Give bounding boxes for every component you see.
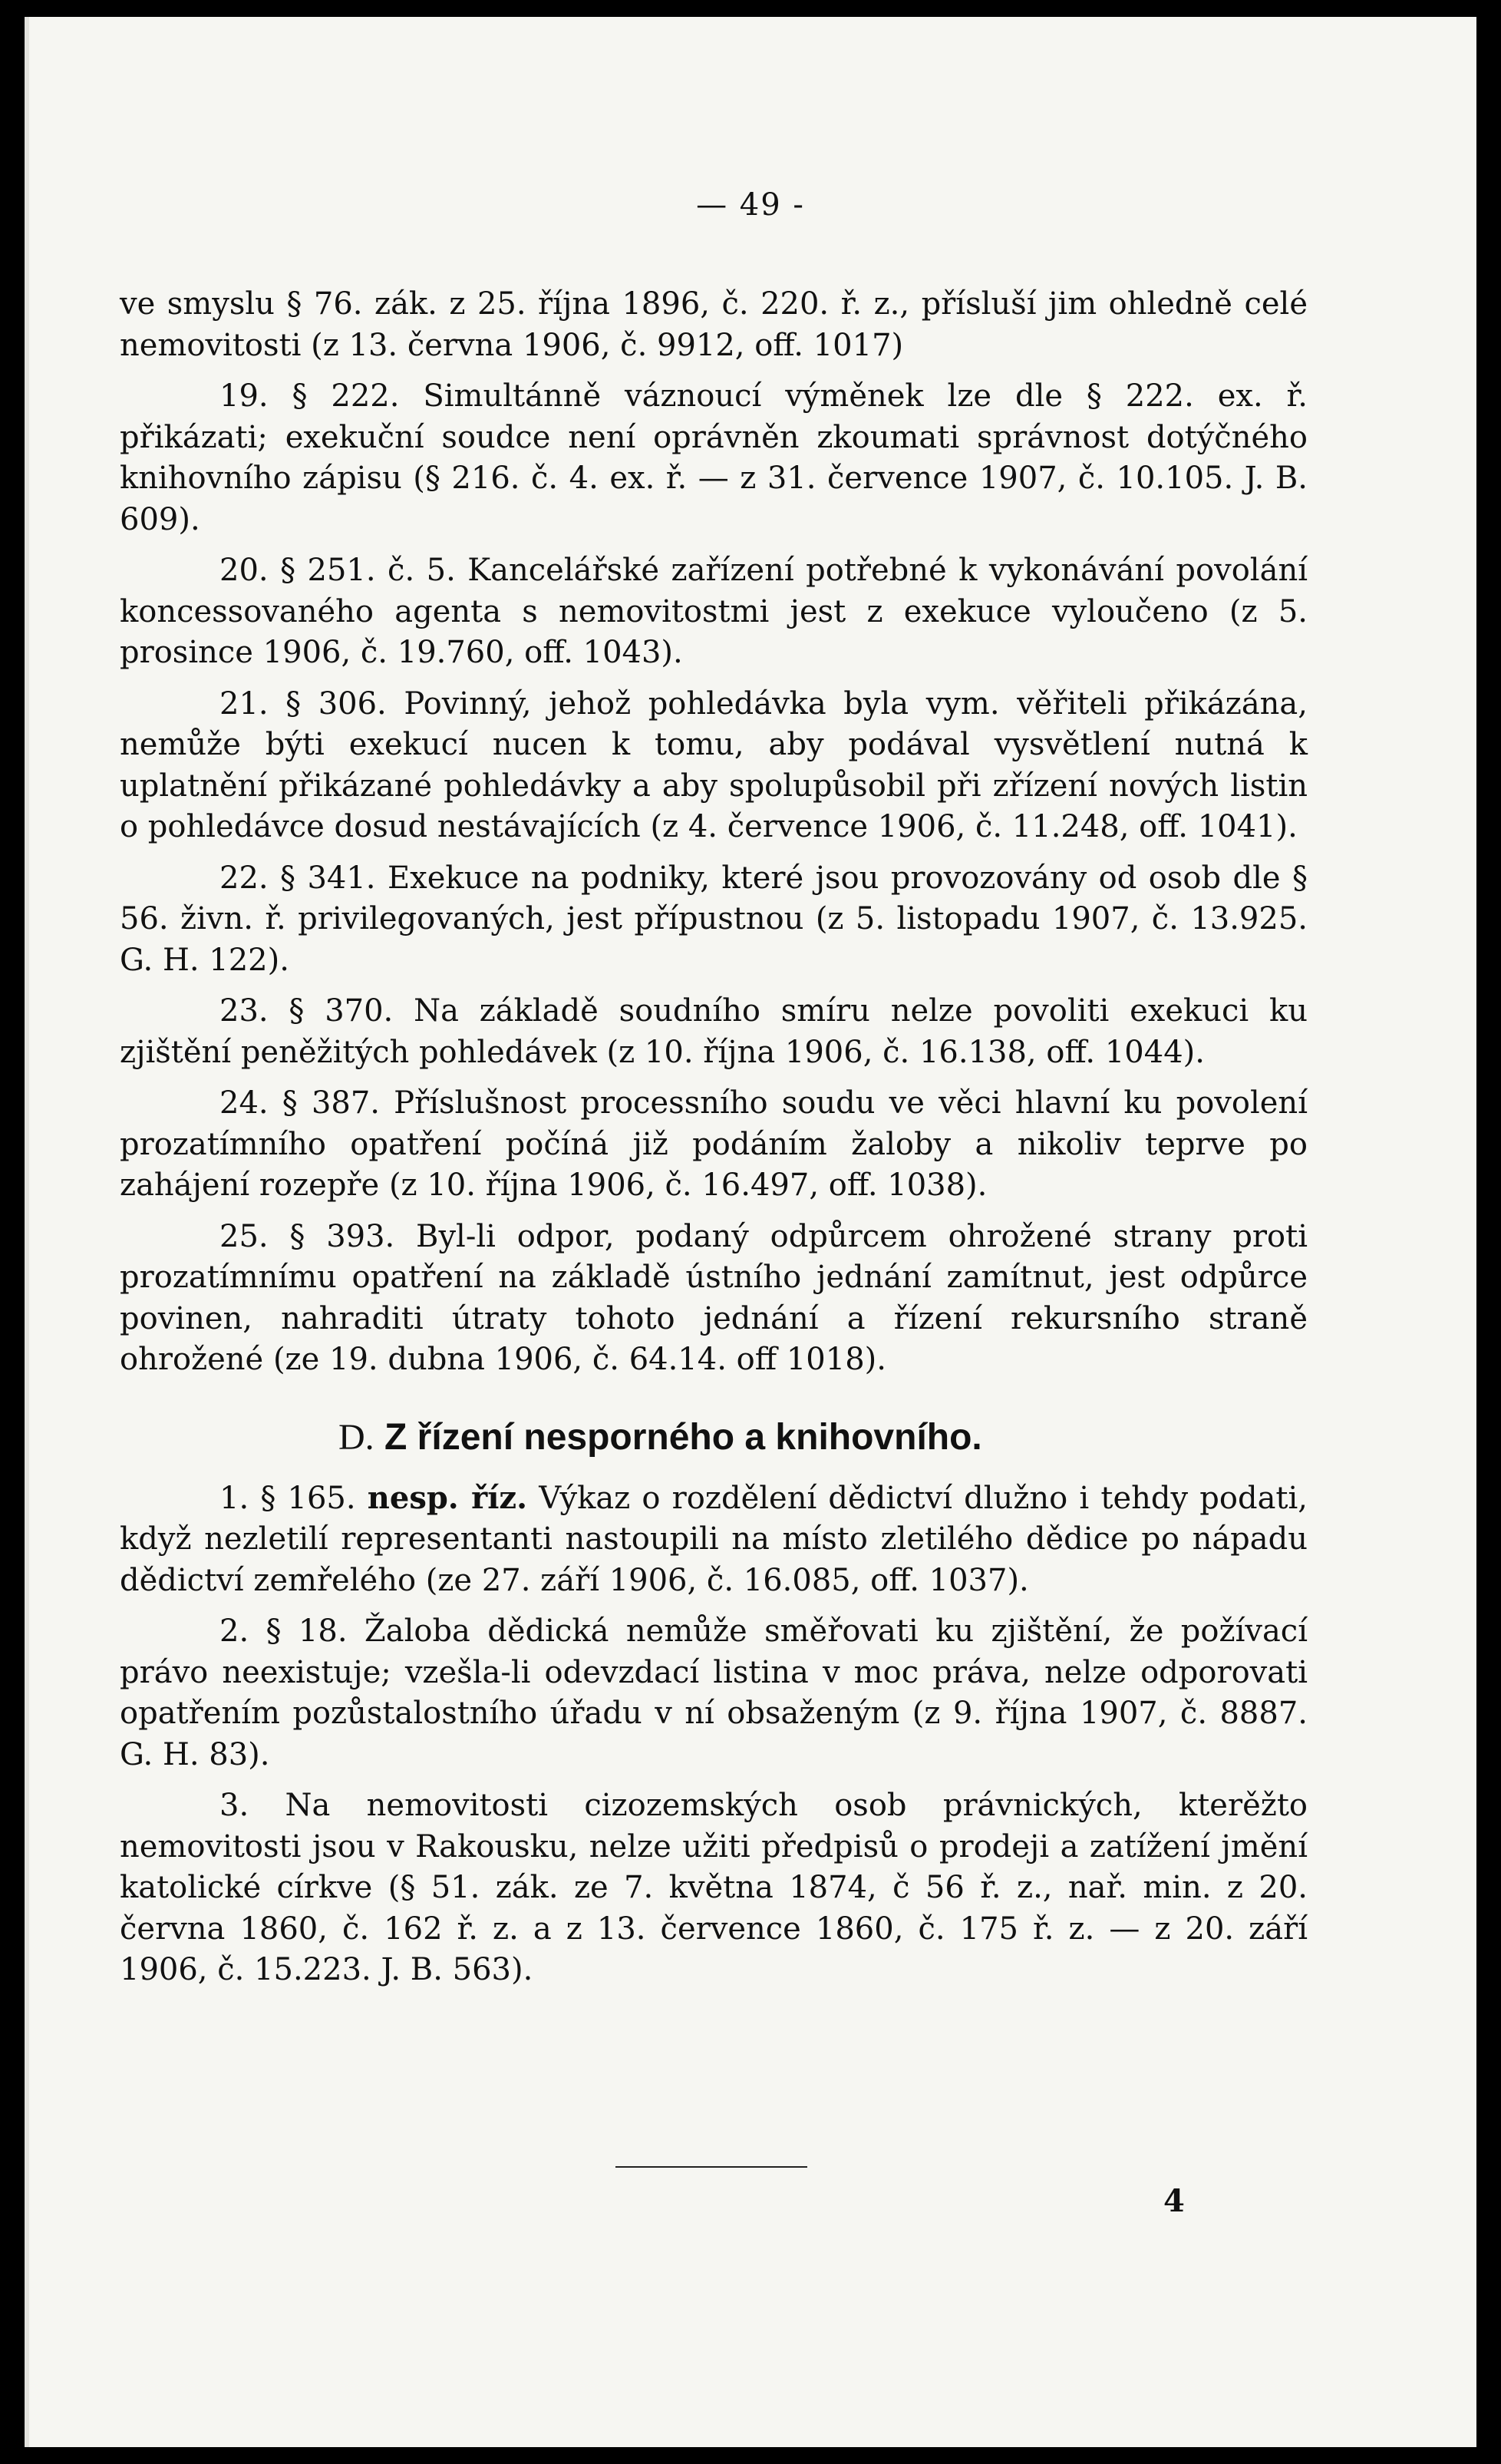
paragraph-d2: 2. § 18. Žaloba dědická nemůže směřovati ku zjištění, že požívací právo neexistuje; vzešla-li odevzdací listina v moc práva, nelze odporovati opatřením pozůstalostního úřadu v ní obsaženým (z 9. října 1907, č. 8887. G. H. 83). — [120, 1613, 1308, 1772]
paragraph-d1-bold: nesp. říz. — [367, 1479, 528, 1516]
paragraph-d3: 3. Na nemovitosti cizozemských osob právnických, kterěžto nemovitosti jsou v Rakousku, nelze užiti předpisů o prodeji a zatížení jmění katolické církve (§ 51. zák. ze 7. května 1874, č 56 ř. z., nař. min. z 20. června 1860, č. 162 ř. z. a z 13. července 1860, č. 175 ř. z. — z 20. září 1906, č. 15.223. J. B. 563). — [120, 1788, 1308, 1987]
section-letter: D. — [338, 1416, 374, 1458]
page-body — [120, 284, 1308, 2001]
section-title: Z řízení nesporného a knihovního. — [384, 1416, 982, 1458]
signature-mark: 4 — [1163, 2183, 1185, 2219]
paragraph-24: 24. § 387. Příslušnost processního soudu ve věci hlavní ku povolení prozatímního opatření počíná již podáním žaloby a nikoliv teprve po zahájení rozepře (z 10. října 1906, č. 16.497, off. 1038). — [120, 1085, 1308, 1203]
paragraph-d1-rest: Výkaz o rozdělení dědictví dlužno i tehdy podati, když nezletilí representanti nastoupili na místo zletilého dědice po nápadu dědictví zemřelého (ze 27. září 1906, č. 16.085, off. 1037). — [120, 1480, 1308, 1598]
paragraph-20: 20. § 251. č. 5. Kancelářské zařízení potřebné k vykonávání povolání koncessovaného agenta s nemovitostmi jest z exekuce vyloučeno (z 5. prosince 1906, č. 19.760, off. 1043). — [120, 553, 1308, 670]
paragraph-d1 — [120, 1478, 1308, 1602]
document-page — [25, 17, 1476, 2447]
page-edge — [25, 17, 29, 2447]
section-heading-d — [120, 1415, 1308, 1461]
paragraph-continuation: ve smyslu § 76. zák. z 25. října 1896, č. 220. ř. z., přísluší jim ohledně celé nemovitosti (z 13. června 1906, č. 9912, off. 1017) — [120, 286, 1308, 363]
paragraph-22: 22. § 341. Exekuce na podniky, které jsou provozovány od osob dle § 56. živn. ř. privilegovaných, jest přípustnou (z 5. listopadu 1907, č. 13.925. G. H. 122). — [120, 860, 1308, 978]
paragraph-19: 19. § 222. Simultánně váznoucí výměnek lze dle § 222. ex. ř. přikázati; exekuční soudce není oprávněn zkoumati správnost dotýčného knihovního zápisu (§ 216. č. 4. ex. ř. — z 31. července 1907, č. 10.105. J. B. 609). — [120, 378, 1308, 537]
paragraph-d1-start: 1. § 165. — [219, 1480, 368, 1516]
footer-rule — [615, 2166, 807, 2168]
paragraph-23: 23. § 370. Na základě soudního smíru nelze povoliti exekuci ku zjištění peněžitých pohledávek (z 10. října 1906, č. 16.138, off. 1044). — [120, 993, 1308, 1070]
paragraph-21: 21. § 306. Povinný, jehož pohledávka byla vym. věřiteli přikázána, nemůže býti exekucí nucen k tomu, aby podával vysvětlení nutná k uplatnění přikázané pohledávky a aby spolupůsobil při zřízení nových listin o pohledávce dosud nestávajících (z 4. července 1906, č. 11.248, off. 1041). — [120, 685, 1308, 844]
paragraph-25: 25. § 393. Byl-li odpor, podaný odpůrcem ohrožené strany proti prozatímnímu opatření na základě ústního jednání zamítnut, jest odpůrce povinen, nahraditi útraty tohoto jednání a řízení rekursního straně ohrožené (ze 19. dubna 1906, č. 64.14. off 1018). — [120, 1218, 1308, 1377]
page-number: — 49 - — [696, 187, 805, 223]
